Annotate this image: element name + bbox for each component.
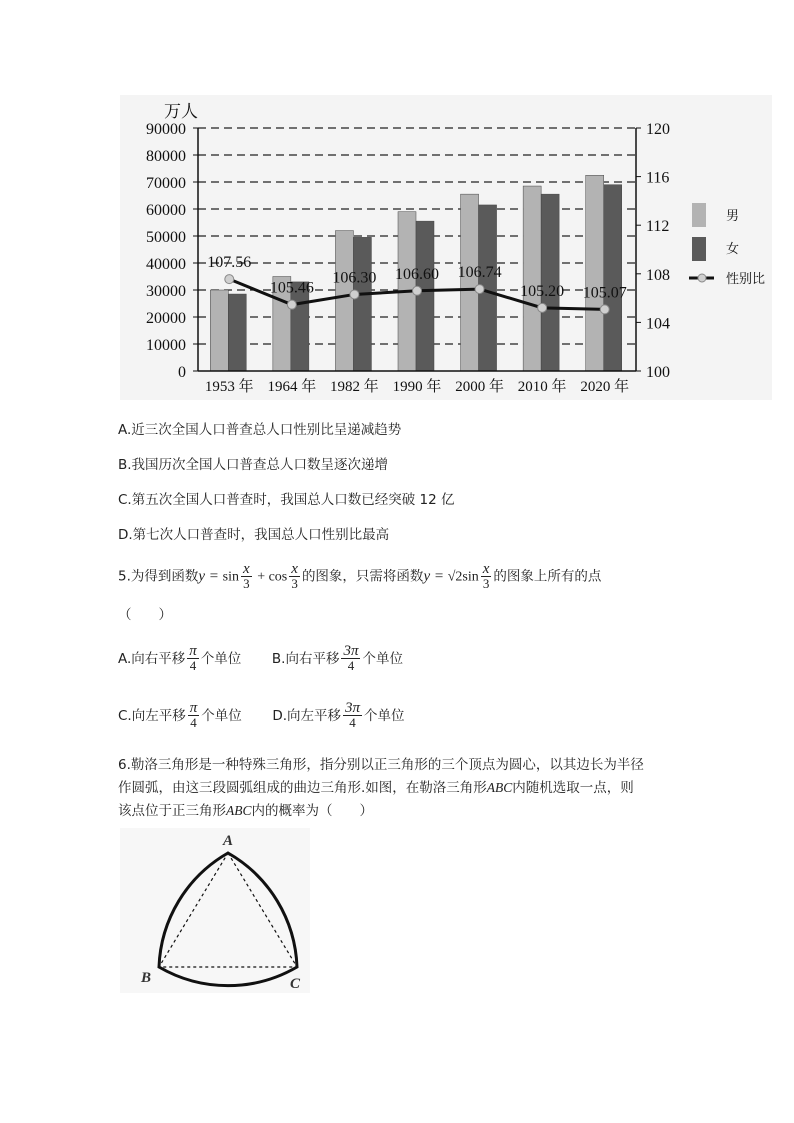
q5-y-eq-2: y = [423,568,448,585]
bar-male [210,290,228,371]
sex-ratio-point [350,290,359,299]
frac-num: x [291,561,298,577]
sex-ratio-point [413,286,422,295]
frac-num: π [189,700,198,716]
q5-option-c-prefix: C.向左平移 [118,707,186,724]
legend-label-ratio: 性别比 [726,272,766,287]
right-axis-tick-label: 120 [646,121,670,138]
q4-option-c: C.第五次全国人口普查时，我国总人口数已经突破 12 亿 [118,492,455,508]
inner-equilateral-triangle [159,853,297,967]
x-axis-tick-label: 2010 年 [517,379,567,395]
reuleaux-triangle-svg [120,828,310,993]
q5-option-d-frac [343,701,362,730]
q5-option-b [271,643,403,673]
left-axis-tick-label: 50000 [146,229,186,246]
bar-female [416,221,434,371]
frac-den: 4 [347,658,355,673]
q5-option-a-frac [187,644,199,673]
sex-ratio-point [225,275,234,284]
sex-ratio-data-label: 106.74 [457,264,502,282]
q6-line-2 [118,776,634,796]
q5-stem [118,562,601,591]
q5-intro: 5.为得到函数 [118,568,199,585]
frac-num: 3π [345,700,361,716]
x-axis-tick-label: 1982 年 [330,379,379,395]
left-axis-tick-label: 90000 [146,121,186,138]
q5-option-a-prefix: A.向右平移 [118,650,186,667]
legend-swatch-male [692,203,706,227]
reuleaux-triangle-figure [120,828,310,993]
q5-frac-x3-c [481,562,492,591]
bar-female [353,237,371,371]
q5-option-d-prefix: D.向左平移 [272,707,342,724]
q5-cos: cos [268,569,288,585]
left-axis-tick-label: 30000 [146,283,186,300]
q5-option-c [118,700,242,730]
left-axis-tick-label: 0 [178,364,186,381]
x-axis-tick-label: 1990 年 [392,379,442,395]
left-axis-tick-label: 20000 [146,310,186,327]
q5-option-a [118,643,242,673]
frac-num: x [243,561,250,577]
right-axis-tick-label: 112 [646,218,670,236]
bar-female [228,294,246,371]
bar-male [461,194,479,371]
frac-den: 3 [243,576,250,591]
left-axis-tick-label: 70000 [146,175,186,192]
chart-svg [120,95,772,400]
q6-abc-2: ABC [226,803,252,818]
right-axis-tick-label: 116 [646,169,670,187]
left-axis-tick-label: 80000 [146,148,186,165]
left-axis-unit: 万人 [164,102,198,121]
q5-plus: + [253,569,269,585]
population-chart [120,95,772,400]
q5-option-d [272,700,405,730]
right-axis-tick-label: 108 [646,266,670,284]
sex-ratio-point [600,305,609,314]
q5-options-row-1 [118,644,403,673]
legend-swatch-female [692,237,706,261]
left-axis-tick-label: 60000 [146,202,186,219]
q6-line-2-text: 作圆弧，由这三段圆弧组成的曲边三角形.如图，在勒洛三角形 [118,780,487,796]
q5-sqrt2: √2 [447,569,463,585]
q5-option-c-frac [188,701,200,730]
q5-option-b-frac [341,644,360,673]
x-axis-tick-label: 1964 年 [267,379,317,395]
legend-label-female: 女 [726,242,740,257]
right-axis-tick-label: 104 [646,315,670,333]
q5-option-c-unit: 个单位 [201,707,242,724]
frac-den: 3 [291,576,298,591]
q5-option-b-unit: 个单位 [362,650,403,667]
bar-female [604,185,622,371]
sex-ratio-point [538,303,547,312]
frac-num: x [482,561,490,577]
sex-ratio-data-label: 106.60 [395,265,439,283]
frac-den: 4 [349,715,356,730]
sex-ratio-point [475,285,484,294]
frac-den: 3 [482,576,490,591]
sex-ratio-data-label: 105.07 [582,284,627,302]
q5-sin: sin [222,569,240,585]
frac-num: 3π [343,643,359,659]
bar-male [335,231,353,371]
bar-male [523,186,541,371]
legend-swatch-ratio-point [698,274,706,282]
x-axis-tick-label: 2020 年 [580,379,630,395]
q5-option-a-unit: 个单位 [200,650,242,667]
q5-y-eq: y = [198,568,223,585]
reuleaux-outline [159,853,297,986]
q6-abc: ABC [486,780,513,795]
left-axis-tick-label: 10000 [146,337,186,354]
q6-line-1: 6.勒洛三角形是一种特殊三角形，指分别以正三角形的三个顶点为圆心，以其边长为半径 [118,757,644,773]
sex-ratio-data-label: 107.56 [207,254,252,272]
q4-option-b: B.我国历次全国人口普查总人口数呈逐次递增 [118,457,389,473]
q6-line-3-end: 内的概率为（ ） [251,803,373,819]
frac-den: 4 [190,715,197,730]
q5-options-row-2 [118,701,405,730]
vertex-label-c: C [290,976,301,992]
left-axis-tick-label: 40000 [146,256,186,273]
sex-ratio-point [287,300,296,309]
x-axis-tick-label: 2000 年 [455,379,504,395]
vertex-label-b: B [141,970,152,986]
q6-line-3-start: 该点位于正三角形 [118,803,226,819]
q5-sin-2: sin [462,569,479,585]
q5-frac-x3-b [289,562,300,591]
q5-frac-x3-a [241,562,252,591]
bar-male [586,175,604,371]
q5-tail: 的图象上所有的点 [493,568,602,585]
q6-line-3 [118,799,373,819]
q5-option-b-prefix: B.向右平移 [271,650,340,667]
legend-label-male: 男 [726,209,740,224]
sex-ratio-data-label: 106.30 [332,269,377,287]
q4-option-a: A.近三次全国人口普查总人口性别比呈递减趋势 [118,422,402,438]
q5-option-d-unit: 个单位 [364,707,405,724]
frac-den: 4 [189,658,197,673]
q6-line-2-end: 内随机选取一点，则 [512,780,634,796]
vertex-label-a: A [223,833,234,849]
right-axis-tick-label: 100 [646,364,670,381]
x-axis-tick-label: 1953 年 [204,379,254,395]
sex-ratio-data-label: 105.20 [520,282,565,300]
q5-paren: （ ） [118,607,172,623]
q4-option-d: D.第七次人口普查时，我国总人口性别比最高 [118,527,390,543]
sex-ratio-data-label: 105.46 [269,279,314,297]
frac-num: π [189,643,197,659]
q5-mid: 的图象，只需将函数 [301,568,424,585]
